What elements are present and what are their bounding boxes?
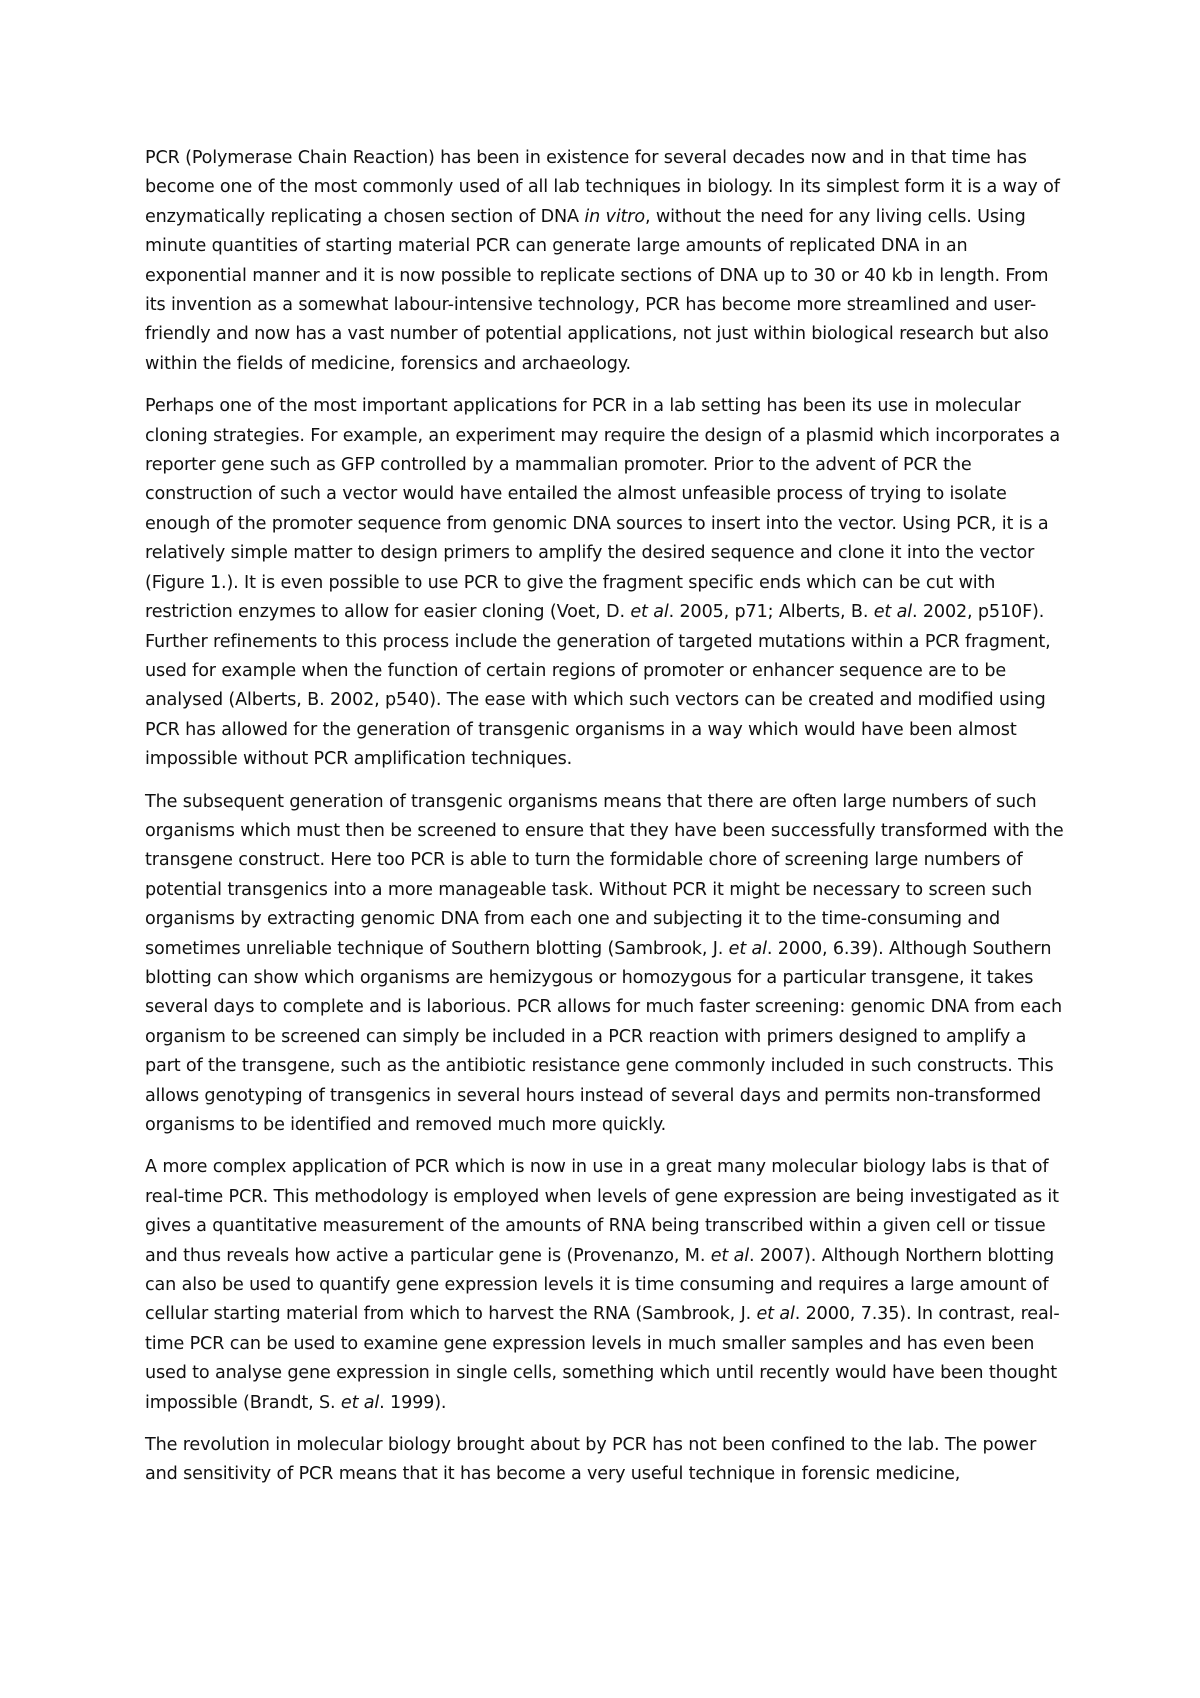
text-run: A more complex application of PCR which is now in use in a great many molecular biology labs is that of real-time PCR. This methodology is employed when levels of gene expression are being investigated as it gives a quantitative measurement of the amounts of RNA being transcribed within a given cell or tissue and thus reveals how active a particular gene is (Provenanzo, M. — [145, 1157, 1059, 1266]
text-run: Perhaps one of the most important applications for PCR in a lab setting has been its use in molecular cloning strategies. For example, an experiment may require the design of a plasmid which incorporates a reporter gene such as GFP controlled by a mammalian promoter. Prior to the advent of PCR the construction of such a vector would have entailed the almost unfeasible process of trying to isolate enough of the promoter sequence from genomic DNA sources to insert into the vector. Using PCR, it is a relatively simple matter to design primers to amplify the desired sequence and clone it into the vector (Figure 1.). It is even possible to use PCR to give the fragment specific ends which can be cut with restriction enzymes to allow for easier cloning (Voet, D. — [145, 396, 1060, 623]
text-run: . 1999). — [379, 1392, 447, 1413]
paragraph-real-time-pcr — [145, 1153, 1065, 1418]
text-run: The revolution in molecular biology brought about by PCR has not been confined to the lab. The power and sensitivity of PCR means that it has become a very useful technique in forensic medicine, — [145, 1435, 1037, 1485]
text-run: , without the need for any living cells. Using minute quantities of starting material PCR can generate large amounts of replicated DNA in an exponential manner and it is now possible to replicate sections of DNA up to 30 or 40 kb in length. From its invention as a somewhat labour-intensive technology, PCR has become more streamlined and user-friendly and now has a vast number of potential applications, not just within biological research but also within the fields of medicine, forensics and archaeology. — [145, 206, 1049, 374]
text-run: . 2002, p510F). Further refinements to this process include the generation of targeted mutations within a PCR fragment, used for example when the function of certain regions of promoter or enhancer sequence are to be analysed (Alberts, B. 2002, p540). The ease with which such vectors can be created and modified using PCR has allowed for the generation of transgenic organisms in a way which would have been almost impossible without PCR amplification techniques. — [145, 602, 1051, 770]
text-run-italic: et al — [710, 1245, 749, 1266]
text-run: The subsequent generation of transgenic organisms means that there are often large numbers of such organisms which must then be screened to ensure that they have been successfully transformed with the transgene construct. Here too PCR is able to turn the formidable chore of screening large numbers of potential transgenics into a more manageable task. Without PCR it might be necessary to screen such organisms by extracting genomic DNA from each one and subjecting it to the time-consuming and sometimes unreliable technique of Southern blotting (Sambrook, J. — [145, 791, 1064, 959]
text-run: . 2005, p71; Alberts, B. — [668, 602, 874, 623]
text-run: . 2007). Although Northern blotting can also be used to quantify gene expression levels it is time consuming and requires a large amount of cellular starting material from which to harvest the RNA (Sambrook, J. — [145, 1245, 1055, 1325]
text-run-italic: in vitro — [584, 206, 646, 227]
text-run: . 2000, 7.35). In contrast, real-time PCR can be used to examine gene expression levels in much smaller samples and has even been used to analyse gene expression in single cells, something which until recently would have been thought impossible (Brandt, S. — [145, 1304, 1060, 1413]
paragraph-transgenic-screening — [145, 788, 1065, 1141]
text-run-italic: et al — [630, 602, 669, 623]
text-run: PCR (Polymerase Chain Reaction) has been in existence for several decades now and in that time has become one of the most commonly used of all lab techniques in biology. In its simplest form it is a way of enzymatically replicating a chosen section of DNA — [145, 148, 1060, 227]
paragraph-molecular-cloning — [145, 392, 1065, 774]
paragraph-forensic-revolution — [145, 1431, 1065, 1490]
text-run-italic: et al — [756, 1304, 795, 1325]
text-run-italic: et al — [728, 938, 767, 959]
text-run-italic: et al — [340, 1392, 380, 1413]
text-run: . 2000, 6.39). Although Southern blotting can show which organisms are hemizygous or homozygous for a particular transgene, it takes several days to complete and is laborious. PCR allows for much faster screening: genomic DNA from each organism to be screened can simply be included in a PCR reaction with primers designed to amplify a part of the transgene, such as the antibiotic resistance gene commonly included in such constructs. This allows genotyping of transgenics in several hours instead of several days and permits non-transformed organisms to be identified and removed much more quickly. — [145, 938, 1062, 1135]
paragraph-pcr-introduction — [145, 144, 1065, 379]
document-body — [145, 144, 1065, 1503]
text-run-italic: et al — [873, 602, 912, 623]
